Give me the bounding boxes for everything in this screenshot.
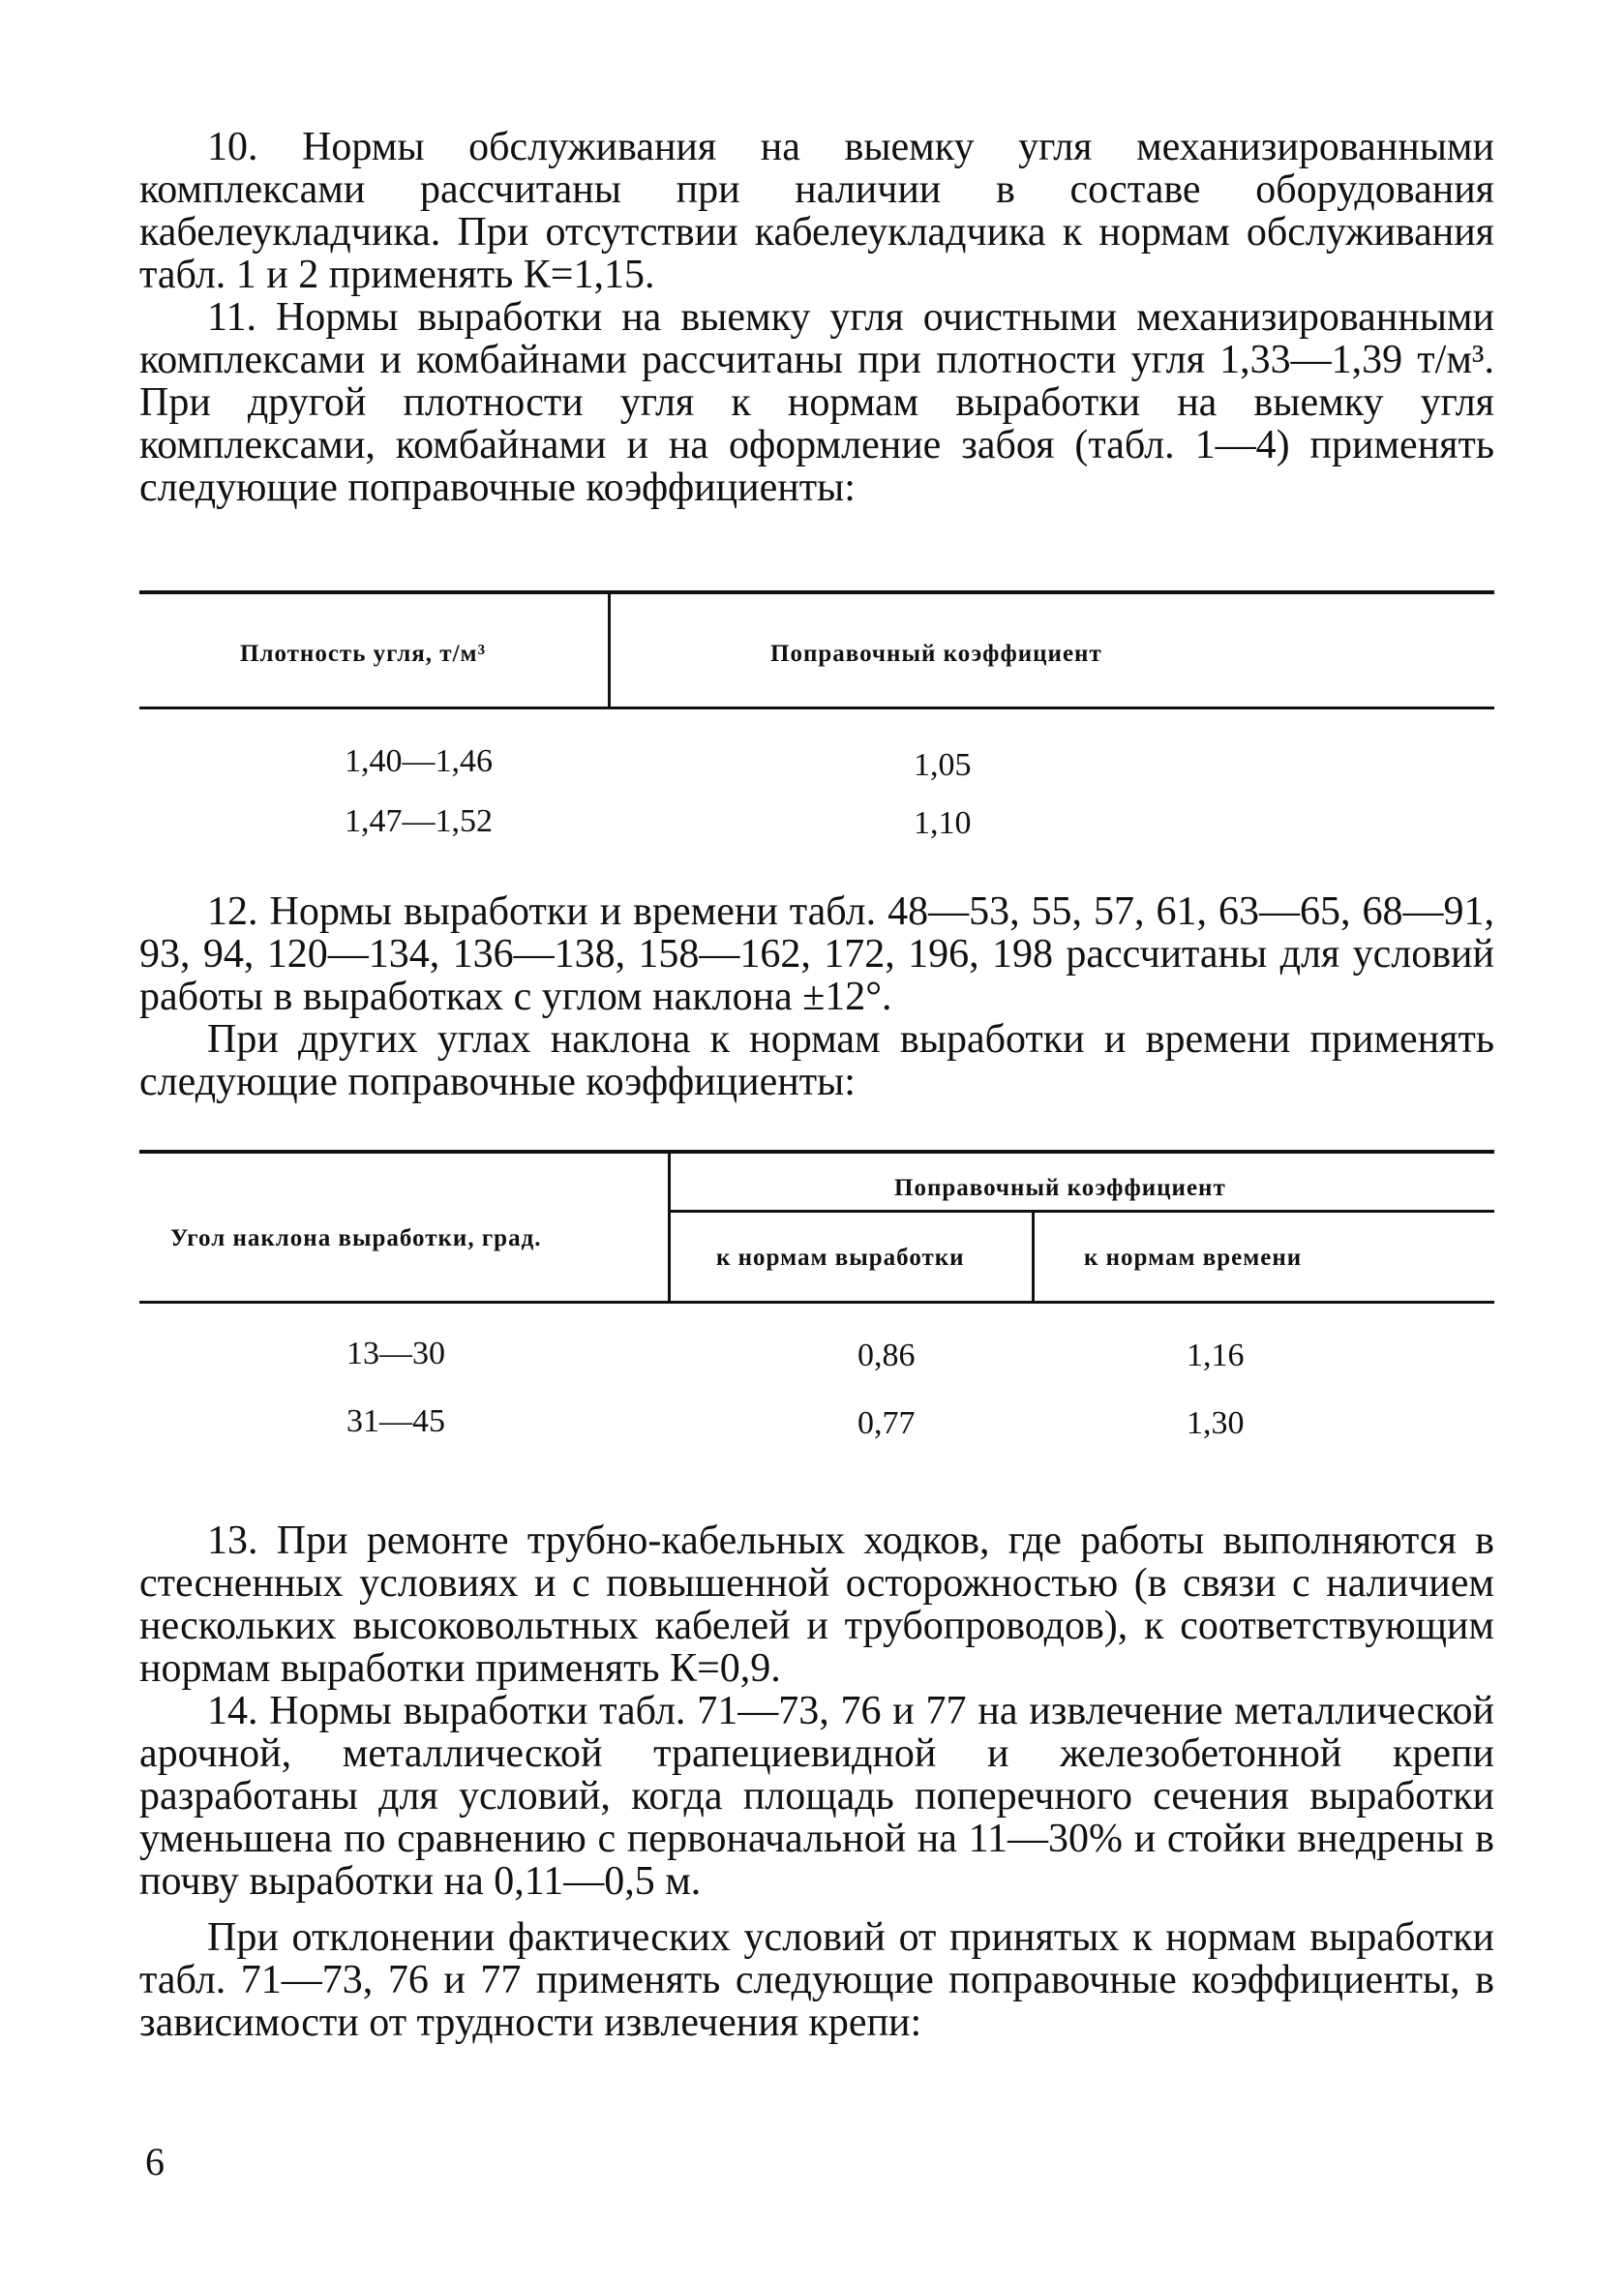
- header-correction-coefficient: Поправочный коэффициент: [770, 641, 1102, 667]
- table-density: [139, 590, 1494, 900]
- paragraph-10: 10. Нормы обслуживания на выемку угля механизированными комплексами рассчитаны при наличии в составе оборудования кабелеукладчика. При отсутствии кабелеукладчика к нормам обслуживания табл. 1 и 2 применять К=1,15.: [139, 125, 1494, 297]
- paragraph-14-continued: При отклонении фактических условий от принятых к нормам выработки табл. 71—73, 76 и 77 применять следующие поправочные коэффициенты, в зависимости от трудности извлечения крепи:: [139, 1915, 1494, 2045]
- cell-time-row2: 1,30: [1187, 1405, 1245, 1441]
- text-block-middle: [139, 890, 1494, 1103]
- cell-density-row2: 1,47—1,52: [345, 803, 493, 839]
- header-angle: Угол наклона выработки, град.: [170, 1225, 542, 1251]
- table-angle: [139, 1142, 1494, 1490]
- text-block-top: [139, 126, 1494, 509]
- cell-angle-row2: 31—45: [346, 1403, 445, 1439]
- table-subcolumn-divider: [1032, 1213, 1035, 1301]
- cell-output-row2: 0,77: [857, 1405, 916, 1441]
- cell-angle-row1: 13—30: [346, 1336, 445, 1371]
- table-column-divider: [668, 1154, 671, 1301]
- cell-coef-row1: 1,05: [914, 747, 972, 783]
- paragraph-12: 12. Нормы выработки и времени табл. 48—53, 55, 57, 61, 63—65, 68—91, 93, 94, 120—134, 136—138, 158—162, 172, 196, 198 рассчитаны для условий работы в выработках с углом наклона ±12°.: [139, 889, 1494, 1019]
- table-header-rule: [139, 707, 1494, 709]
- paragraph-14: 14. Нормы выработки табл. 71—73, 76 и 77 на извлечение металлической арочной, металлической трапециевидной и железобетонной крепи разработаны для условий, когда площадь поперечного сечения выработки уменьшена по сравнению с первоначальной на 11—30% и стойки внедрены в почву выработки на 0,11—0,5 м.: [139, 1689, 1494, 1904]
- cell-time-row1: 1,16: [1187, 1338, 1245, 1373]
- cell-output-row1: 0,86: [857, 1338, 916, 1373]
- table-header-rule: [139, 1301, 1494, 1304]
- text-block-bottom: [139, 1519, 1494, 2044]
- table-column-divider: [608, 594, 611, 707]
- cell-coef-row2: 1,10: [914, 805, 972, 841]
- cell-density-row1: 1,40—1,46: [345, 743, 493, 779]
- paragraph-13: 13. При ремонте трубно-кабельных ходков, где работы выполняются в стесненных условиях и с повышенной осторожностью (в связи с наличием нескольких высоковольтных кабелей и трубопроводов), к соответствующим нормам выработки применять К=0,9.: [139, 1519, 1494, 1691]
- table-subheader-rule: [671, 1210, 1494, 1213]
- page-number: 6: [145, 2140, 165, 2183]
- header-correction-coefficient: Поправочный коэффициент: [894, 1175, 1226, 1201]
- header-time-norms: к нормам времени: [1084, 1245, 1303, 1271]
- table-top-rule: [139, 590, 1494, 594]
- paragraph-11: 11. Нормы выработки на выемку угля очистными механизированными комплексами и комбайнами рассчитаны при плотности угля 1,33—1,39 т/м³. При другой плотности угля к нормам выработки на выемку угля комплексами, комбайнами и на оформление забоя (табл. 1—4) применять следующие поправочные коэффициенты:: [139, 295, 1494, 510]
- paragraph-12-continued: При других углах наклона к нормам выработки и времени применять следующие поправочные коэффициенты:: [139, 1017, 1494, 1104]
- header-density: Плотность угля, т/м³: [240, 641, 487, 667]
- header-output-norms: к нормам выработки: [716, 1245, 965, 1271]
- table-top-rule: [139, 1150, 1494, 1154]
